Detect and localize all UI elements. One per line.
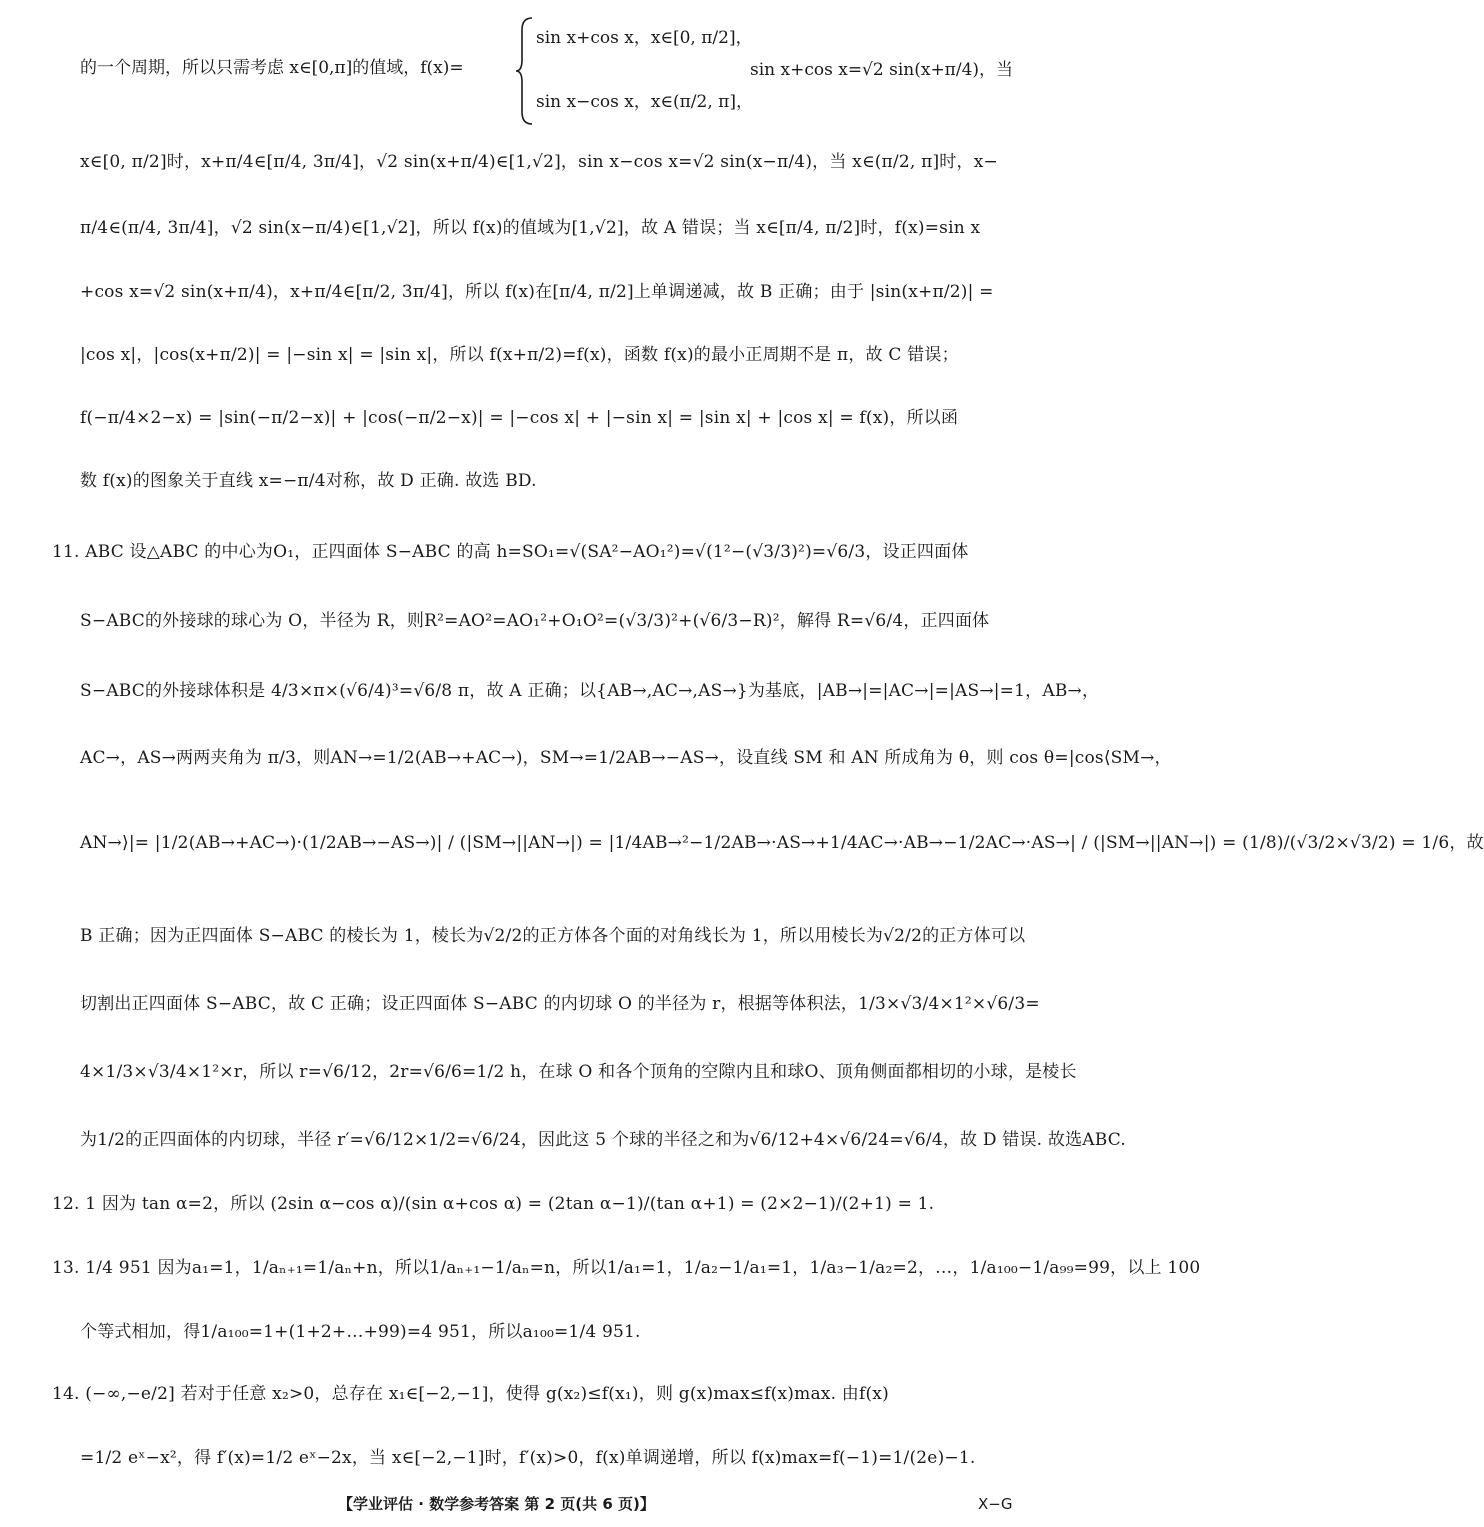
q11-line: 切割出正四面体 S−ABC，故 C 正确；设正四面体 S−ABC 的内切球 O 的半径为 r，根据等体积法，1/3×√3/4×1²×√6/3= <box>80 994 1040 1014</box>
q11-line: S−ABC的外接球体积是 4/3×π×(√6/4)³=√6/8 π，故 A 正确；以{AB→,AC→,AS→}为基底，|AB→|=|AC→|=|AS→|=1，AB→， <box>80 681 1100 701</box>
q13-line: 个等式相加，得1/a₁₀₀=1+(1+2+…+99)=4 951，所以a₁₀₀=1/4 951. <box>80 1322 641 1342</box>
q10-line: +cos x=√2 sin(x+π/4)，x+π/4∈[π/2, 3π/4]，所以 f(x)在[π/4, π/2]上单调递减，故 B 正确；由于 |sin(x+π/2)| = <box>80 282 994 302</box>
q11-line: AN→⟩|= |1/2(AB→+AC→)·(1/2AB→−AS→)| / (|SM→||AN→|) = |1/4AB→²−1/2AB→·AS→+1/4AC→·AB→−1/2AC→·AS→| / (|SM→||AN→|) = (1/8)/(√3/2×√3/2) = 1/6，故 <box>80 833 1484 853</box>
case-tail: sin x+cos x=√2 sin(x+π/4)，当 <box>750 60 1014 80</box>
q11-line: 为1/2的正四面体的内切球，半径 r′=√6/12×1/2=√6/24，因此这 5 个球的半径之和为√6/12+4×√6/24=√6/4，故 D 错误. 故选ABC. <box>80 1130 1126 1150</box>
footer-title: 【学业评估 · 数学参考答案 第 2 页(共 6 页)】 <box>338 1495 655 1513</box>
q11-line: 11. ABC 设△ABC 的中心为O₁，正四面体 S−ABC 的高 h=SO₁=√(SA²−AO₁²)=√(1²−(√3/3)²)=√6/3，设正四面体 <box>52 542 969 562</box>
q11-line: B 正确；因为正四面体 S−ABC 的棱长为 1，棱长为√2/2的正方体各个面的对角线长为 1，所以用棱长为√2/2的正方体可以 <box>80 926 1026 946</box>
case-first: sin x+cos x，x∈[0, π/2]， <box>536 28 753 48</box>
q10-line: π/4∈(π/4, 3π/4]，√2 sin(x−π/4)∈[1,√2]，所以 f(x)的值域为[1,√2]，故 A 错误；当 x∈[π/4, π/2]时，f(x)=sin x <box>80 218 981 238</box>
left-brace-icon <box>516 16 534 126</box>
q10-line: |cos x|，|cos(x+π/2)| = |−sin x| = |sin x|，所以 f(x+π/2)=f(x)，函数 f(x)的最小正周期不是 π，故 C 错误； <box>80 345 959 365</box>
q12-line: 12. 1 因为 tan α=2，所以 (2sin α−cos α)/(sin α+cos α) = (2tan α−1)/(tan α+1) = (2×2−1)/(2+1) = 1. <box>52 1194 935 1214</box>
q10-line: 数 f(x)的图象关于直线 x=−π/4对称，故 D 正确. 故选 BD. <box>80 471 537 491</box>
q10-line: f(−π/4×2−x) = |sin(−π/2−x)| + |cos(−π/2−x)| = |−cos x| + |−sin x| = |sin x| + |cos x| = f(x)，所以函 <box>80 408 959 428</box>
q14-line: 14. (−∞,−e/2] 若对于任意 x₂>0，总存在 x₁∈[−2,−1]，使得 g(x₂)≤f(x₁)，则 g(x)max≤f(x)max. 由f(x) <box>52 1384 889 1404</box>
page-footer <box>0 1490 1080 1518</box>
case-lead: 的一个周期，所以只需考虑 x∈[0,π]的值域，f(x)= <box>80 58 464 78</box>
q11-line: AC→，AS→两两夹角为 π/3，则AN→=1/2(AB→+AC→)，SM→=1/2AB→−AS→，设直线 SM 和 AN 所成角为 θ，则 cos θ=|cos⟨SM→， <box>80 748 1172 768</box>
q11-line: 4×1/3×√3/4×1²×r，所以 r=√6/12，2r=√6/6=1/2 h，在球 O 和各个顶角的空隙内且和球O、顶角侧面都相切的小球，是棱长 <box>80 1062 1077 1082</box>
q14-line: =1/2 eˣ−x²，得 f′(x)=1/2 eˣ−2x，当 x∈[−2,−1]时，f′(x)>0，f(x)单调递增，所以 f(x)max=f(−1)=1/(2e)−1. <box>80 1448 976 1468</box>
q10-line: x∈[0, π/2]时，x+π/4∈[π/4, 3π/4]，√2 sin(x+π/4)∈[1,√2]，sin x−cos x=√2 sin(x−π/4)，当 x∈(π/2, π]时，x− <box>80 152 998 172</box>
footer-code: X−G <box>978 1495 1013 1513</box>
case-second: sin x−cos x，x∈(π/2, π]， <box>536 92 753 112</box>
q11-line: S−ABC的外接球的球心为 O，半径为 R，则R²=AO²=AO₁²+O₁O²=(√3/3)²+(√6/3−R)²，解得 R=√6/4，正四面体 <box>80 611 990 631</box>
q13-line: 13. 1/4 951 因为a₁=1，1/aₙ₊₁=1/aₙ+n，所以1/aₙ₊₁−1/aₙ=n，所以1/a₁=1，1/a₂−1/a₁=1，1/a₃−1/a₂=2，…，1/a₁₀₀−1/a₉₉=99，以上 100 <box>52 1258 1201 1278</box>
